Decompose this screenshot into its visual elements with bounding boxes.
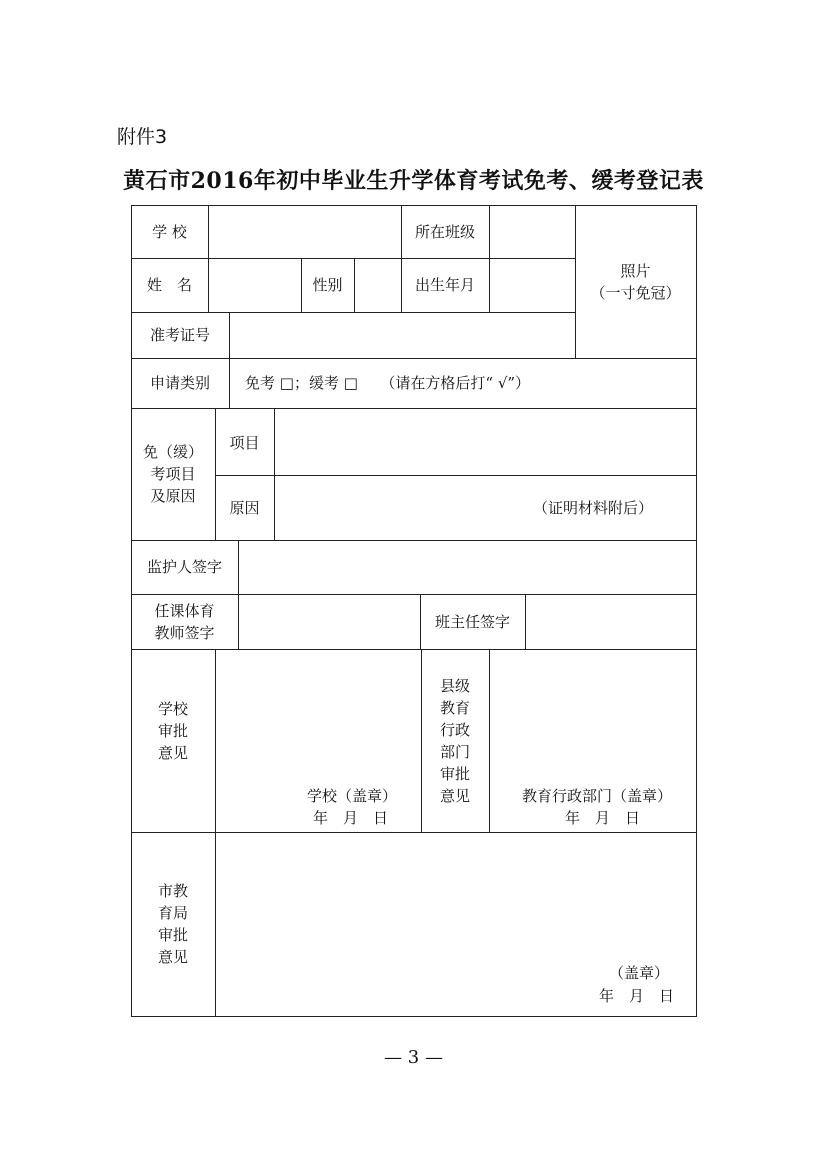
name-label: 姓 名 (146, 276, 192, 294)
exempt-label-line: 免（缓） (142, 443, 203, 461)
opinion-label-line: 县级 (439, 677, 470, 695)
registration-form (131, 205, 697, 1017)
city-date-label: 年 月 日 (599, 987, 675, 1005)
school-opinion-label (131, 649, 215, 832)
school-seal-label: 学校（盖章） (307, 787, 398, 805)
exempt-label-line: 及原因 (150, 487, 196, 505)
head-teacher-sign-label: 班主任签字 (434, 612, 510, 631)
exam-id-label: 准考证号 (149, 326, 210, 344)
apply-type-label: 申请类别 (149, 374, 210, 392)
exam-id-field[interactable] (229, 312, 575, 358)
photo-size-note: （一寸免冠） (590, 283, 681, 302)
guardian-sign-field[interactable] (238, 540, 696, 594)
item-label: 项目 (229, 434, 260, 452)
opinion-label-line: 部门 (439, 743, 470, 761)
class-field[interactable] (489, 205, 575, 258)
opinion-label-line: 意见 (157, 948, 188, 966)
gender-label: 性别 (312, 276, 343, 294)
proof-note: （证明材料附后） (533, 499, 654, 517)
birth-label: 出生年月 (414, 276, 475, 294)
apply-type-options[interactable]: 免考 □；缓考 □ （请在方格后打“ √”） (245, 374, 531, 392)
pe-teacher-label-line: 任课体育 (154, 601, 215, 620)
opinion-label-line: 审批 (157, 926, 188, 944)
county-date-label: 年 月 日 (565, 809, 641, 827)
pe-teacher-label-line: 教师签字 (154, 623, 215, 642)
pe-teacher-sign-field[interactable] (238, 594, 420, 649)
opinion-label-line: 市教 (157, 882, 188, 900)
opinion-label-line: 意见 (439, 787, 470, 805)
exempt-label-line: 考项目 (150, 465, 196, 483)
name-field[interactable] (208, 258, 301, 312)
school-field[interactable] (208, 205, 401, 258)
county-seal-label: 教育行政部门（盖章） (522, 787, 673, 805)
annex-label: 附件3 (117, 126, 168, 148)
school-label: 学 校 (152, 222, 187, 241)
gender-field[interactable] (354, 258, 401, 312)
head-teacher-sign-field[interactable] (525, 594, 696, 649)
opinion-label-line: 育局 (157, 904, 188, 922)
city-seal-label: （盖章） (609, 964, 670, 982)
photo-box[interactable] (575, 205, 696, 358)
pe-teacher-sign-label (131, 594, 238, 649)
city-opinion-label (131, 832, 215, 1016)
opinion-label-line: 审批 (157, 721, 188, 740)
opinion-label-line: 意见 (157, 743, 188, 762)
birth-field[interactable] (489, 258, 575, 312)
guardian-sign-label: 监护人签字 (146, 558, 222, 576)
exempt-section-label (131, 408, 215, 540)
reason-label: 原因 (229, 498, 260, 517)
county-opinion-label (421, 649, 489, 832)
page-number: — 3 — (384, 1047, 443, 1068)
table-border-right (696, 205, 697, 1017)
class-label: 所在班级 (414, 222, 475, 241)
opinion-label-line: 行政 (439, 721, 470, 739)
opinion-label-line: 审批 (439, 765, 470, 783)
photo-label: 照片 (620, 261, 651, 280)
item-field[interactable] (274, 408, 696, 475)
opinion-label-line: 学校 (157, 699, 188, 718)
form-title: 黄石市2016年初中毕业生升学体育考试免考、缓考登记表 (123, 168, 704, 194)
opinion-label-line: 教育 (439, 699, 470, 717)
school-date-label: 年 月 日 (313, 809, 389, 827)
